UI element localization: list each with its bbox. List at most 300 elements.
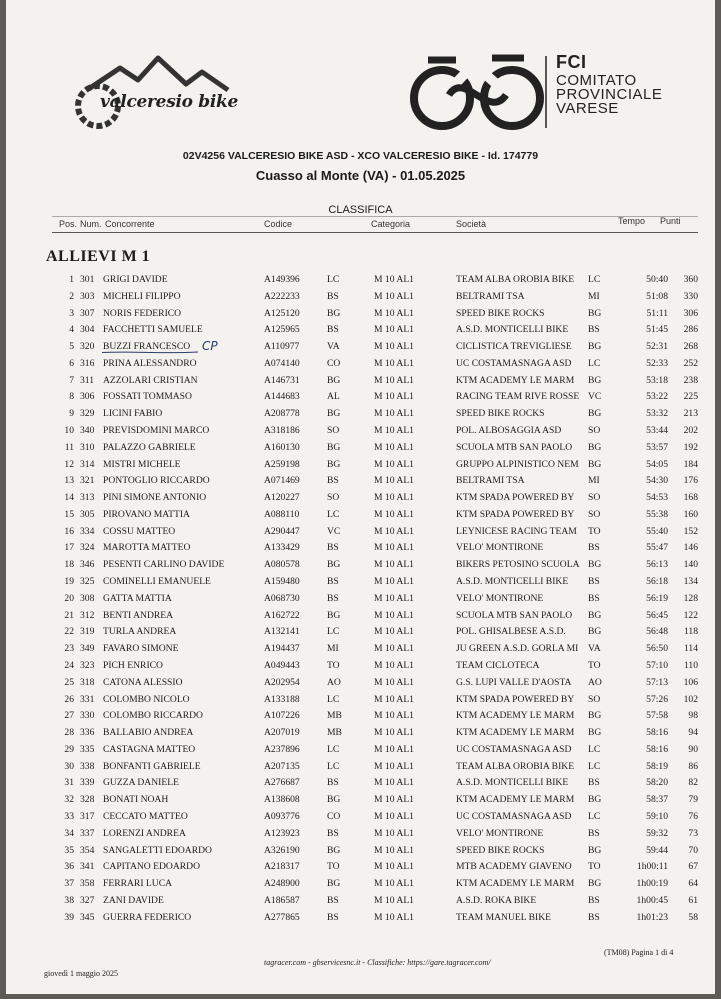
cell-cat: M 10 AL1 bbox=[374, 693, 414, 705]
cell-soc: POL. ALBOSAGGIA ASD bbox=[456, 425, 562, 437]
table-row bbox=[6, 375, 715, 389]
table-row bbox=[6, 828, 715, 842]
cell-num: 337 bbox=[80, 827, 95, 839]
cell-time: 59:44 bbox=[646, 844, 668, 856]
table-row bbox=[6, 593, 715, 607]
col-header-code: Codice bbox=[264, 219, 293, 229]
fci-committee-label bbox=[556, 52, 663, 117]
cell-soc: JU GREEN A.S.D. GORLA MI bbox=[456, 643, 579, 655]
fci-line3: VARESE bbox=[556, 100, 619, 117]
cell-pos: 14 bbox=[64, 492, 74, 504]
header-divider bbox=[52, 232, 698, 233]
cell-num: 354 bbox=[80, 844, 95, 856]
cell-sp: BG bbox=[588, 794, 602, 806]
cell-pos: 31 bbox=[64, 777, 74, 789]
cell-pos: 38 bbox=[64, 894, 74, 906]
cell-name: MAROTTA MATTEO bbox=[103, 542, 191, 554]
cell-time: 57:10 bbox=[646, 659, 668, 671]
cell-soc: KTM ACADEMY LE MARM bbox=[456, 374, 575, 386]
cell-num: 308 bbox=[80, 592, 95, 604]
cell-soc: VELO' MONTIRONE bbox=[456, 827, 544, 839]
event-location-date: Cuasso al Monte (VA) - 01.05.2025 bbox=[255, 168, 466, 183]
cell-pos: 13 bbox=[64, 475, 74, 487]
cell-code: A186587 bbox=[264, 894, 300, 906]
cell-time: 51:45 bbox=[646, 324, 668, 336]
cell-pts: 330 bbox=[683, 290, 698, 302]
cell-cat: M 10 AL1 bbox=[374, 475, 414, 487]
cell-prov: LC bbox=[327, 693, 340, 705]
cell-time: 58:16 bbox=[646, 743, 668, 755]
cell-name: MISTRI MICHELE bbox=[103, 458, 181, 470]
table-row bbox=[6, 660, 715, 674]
table-row bbox=[6, 694, 715, 708]
cell-pts: 360 bbox=[683, 274, 698, 285]
cell-name: FAVARO SIMONE bbox=[103, 643, 179, 655]
cell-sp: BS bbox=[588, 827, 600, 839]
cell-time: 53:57 bbox=[646, 441, 668, 453]
cell-cat: M 10 AL1 bbox=[374, 659, 414, 671]
cell-time: 55:38 bbox=[646, 508, 668, 520]
cell-sp: LC bbox=[588, 743, 601, 755]
cell-pos: 35 bbox=[64, 844, 74, 856]
cell-prov: TO bbox=[327, 659, 340, 671]
cell-soc: KTM ACADEMY LE MARM bbox=[456, 878, 575, 890]
cell-code: A107226 bbox=[264, 710, 300, 722]
cell-code: A207135 bbox=[264, 760, 300, 772]
col-header-name: Concorrente bbox=[105, 219, 155, 229]
cell-num: 335 bbox=[80, 743, 95, 755]
cell-cat: M 10 AL1 bbox=[374, 374, 414, 386]
cell-pos: 15 bbox=[64, 508, 74, 520]
cell-num: 301 bbox=[80, 274, 95, 285]
cell-pos: 2 bbox=[69, 290, 74, 302]
cell-soc: TEAM CICLOTECA bbox=[456, 659, 540, 671]
results-sheet bbox=[6, 0, 715, 994]
cell-num: 349 bbox=[80, 643, 95, 655]
cell-prov: AL bbox=[327, 391, 340, 403]
cell-soc: TEAM ALBA OROBIA BIKE bbox=[456, 274, 575, 285]
cell-cat: M 10 AL1 bbox=[374, 508, 414, 520]
table-row bbox=[6, 677, 715, 691]
cell-soc: SPEED BIKE ROCKS bbox=[456, 844, 545, 856]
cell-sp: TO bbox=[588, 525, 601, 537]
cell-soc: BIKERS PETOSINO SCUOLA bbox=[456, 559, 580, 571]
cell-cat: M 10 AL1 bbox=[374, 458, 414, 470]
cell-pos: 12 bbox=[64, 458, 74, 470]
table-row bbox=[6, 324, 715, 338]
cell-code: A146731 bbox=[264, 374, 300, 386]
valceresio-bike-logo bbox=[68, 50, 258, 140]
cell-soc: SPEED BIKE ROCKS bbox=[456, 307, 545, 319]
cell-num: 327 bbox=[80, 894, 95, 906]
cell-num: 339 bbox=[80, 777, 95, 789]
cell-soc: RACING TEAM RIVE ROSSE bbox=[456, 391, 580, 403]
cell-code: A162722 bbox=[264, 609, 300, 621]
table-row bbox=[6, 459, 715, 473]
cell-pos: 36 bbox=[64, 861, 74, 873]
cell-soc: KTM ACADEMY LE MARM bbox=[456, 727, 575, 739]
cell-prov: BG bbox=[327, 794, 341, 806]
table-row bbox=[6, 442, 715, 456]
cell-pts: 176 bbox=[683, 475, 698, 487]
cell-pts: 192 bbox=[683, 441, 698, 453]
cell-num: 323 bbox=[80, 659, 95, 671]
cell-soc: A.S.D. MONTICELLI BIKE bbox=[456, 777, 569, 789]
cell-num: 341 bbox=[80, 861, 95, 873]
cell-time: 1h00:11 bbox=[636, 861, 668, 873]
footer-links: tagracer.com - gbservicesnc.it - Classifiche: https://gare.tagracer.com/ bbox=[264, 958, 491, 967]
cell-sp: VA bbox=[588, 643, 601, 655]
cell-num: 336 bbox=[80, 727, 95, 739]
cell-prov: BS bbox=[327, 542, 339, 554]
cell-code: A093776 bbox=[264, 810, 300, 822]
cell-time: 57:58 bbox=[646, 710, 668, 722]
fci-org: FCI bbox=[556, 52, 587, 72]
cell-num: 358 bbox=[80, 878, 95, 890]
cell-sp: BG bbox=[588, 307, 602, 319]
table-row bbox=[6, 610, 715, 624]
cell-pos: 18 bbox=[64, 559, 74, 571]
cell-prov: BG bbox=[327, 374, 341, 386]
cell-num: 325 bbox=[80, 576, 95, 588]
cell-prov: MI bbox=[327, 643, 339, 655]
cell-cat: M 10 AL1 bbox=[374, 391, 414, 403]
cell-cat: M 10 AL1 bbox=[374, 676, 414, 688]
cell-pts: 79 bbox=[688, 794, 698, 806]
cell-pts: 160 bbox=[683, 508, 698, 520]
cell-sp: SO bbox=[588, 492, 601, 504]
cell-soc: KTM ACADEMY LE MARM bbox=[456, 710, 575, 722]
cell-num: 307 bbox=[80, 307, 95, 319]
cell-code: A074140 bbox=[264, 357, 300, 369]
fci-line1: COMITATO bbox=[556, 72, 637, 89]
cell-prov: LC bbox=[327, 508, 340, 520]
cell-pts: 64 bbox=[688, 878, 698, 890]
table-row bbox=[6, 308, 715, 322]
cell-prov: TO bbox=[327, 861, 340, 873]
table-row bbox=[6, 643, 715, 657]
cell-cat: M 10 AL1 bbox=[374, 777, 414, 789]
cell-name: CATONA ALESSIO bbox=[103, 676, 183, 688]
classification-title: CLASSIFICA bbox=[328, 204, 393, 216]
cell-cat: M 10 AL1 bbox=[374, 274, 414, 285]
cell-num: 320 bbox=[80, 341, 95, 353]
cell-pts: 225 bbox=[683, 391, 698, 403]
cell-pos: 33 bbox=[64, 810, 74, 822]
cell-sp: BG bbox=[588, 458, 602, 470]
cell-soc: GRUPPO ALPINISTICO NEM bbox=[456, 458, 579, 470]
cell-cat: M 10 AL1 bbox=[374, 492, 414, 504]
cell-sp: TO bbox=[588, 659, 601, 671]
cell-prov: BS bbox=[327, 592, 339, 604]
cell-code: A132141 bbox=[264, 626, 300, 638]
cell-cat: M 10 AL1 bbox=[374, 810, 414, 822]
cell-name: BUZZI FRANCESCO bbox=[103, 341, 191, 353]
table-row bbox=[6, 475, 715, 489]
cell-code: A159480 bbox=[264, 576, 300, 588]
cell-code: A237896 bbox=[264, 743, 300, 755]
cell-soc: BELTRAMI TSA bbox=[456, 290, 525, 302]
cell-prov: BS bbox=[327, 576, 339, 588]
cell-pts: 73 bbox=[688, 827, 698, 839]
cell-soc: A.S.D. ROKA BIKE bbox=[456, 894, 537, 906]
cell-num: 321 bbox=[80, 475, 95, 487]
cell-sp: SO bbox=[588, 425, 601, 437]
cell-sp: SO bbox=[588, 693, 601, 705]
cell-pts: 122 bbox=[683, 609, 698, 621]
cell-time: 54:30 bbox=[646, 475, 668, 487]
cell-sp: TO bbox=[588, 861, 601, 873]
cell-time: 53:22 bbox=[646, 391, 668, 403]
cell-code: A194437 bbox=[264, 643, 300, 655]
cell-cat: M 10 AL1 bbox=[374, 408, 414, 420]
cell-sp: BG bbox=[588, 408, 602, 420]
cell-num: 313 bbox=[80, 492, 95, 504]
cell-prov: BG bbox=[327, 844, 341, 856]
cell-pts: 118 bbox=[683, 626, 698, 638]
cell-time: 59:32 bbox=[646, 827, 668, 839]
cell-cat: M 10 AL1 bbox=[374, 911, 414, 923]
cell-cat: M 10 AL1 bbox=[374, 357, 414, 369]
cell-name: CECCATO MATTEO bbox=[103, 810, 188, 822]
logo-left-text: valceresio bike bbox=[100, 92, 239, 112]
table-row bbox=[6, 727, 715, 741]
cell-pos: 17 bbox=[64, 542, 74, 554]
cell-num: 318 bbox=[80, 676, 95, 688]
cell-code: A160130 bbox=[264, 441, 300, 453]
cell-cat: M 10 AL1 bbox=[374, 861, 414, 873]
cell-cat: M 10 AL1 bbox=[374, 324, 414, 336]
table-row bbox=[6, 744, 715, 758]
cell-name: COMINELLI EMANUELE bbox=[103, 576, 211, 588]
cell-sp: LC bbox=[588, 274, 601, 285]
cell-name: PALAZZO GABRIELE bbox=[103, 441, 196, 453]
cell-num: 305 bbox=[80, 508, 95, 520]
cell-name: LICINI FABIO bbox=[103, 408, 163, 420]
cell-time: 53:44 bbox=[646, 425, 668, 437]
category-heading: ALLIEVI M 1 bbox=[46, 248, 151, 265]
handwritten-annotation: CP bbox=[202, 339, 218, 353]
cell-name: PESENTI CARLINO DAVIDE bbox=[103, 559, 225, 571]
cell-time: 51:11 bbox=[646, 307, 668, 319]
table-row bbox=[6, 710, 715, 724]
cell-pts: 70 bbox=[688, 844, 698, 856]
cell-pts: 76 bbox=[688, 810, 698, 822]
cell-cat: M 10 AL1 bbox=[374, 878, 414, 890]
cell-name: COLOMBO NICOLO bbox=[103, 693, 190, 705]
cell-cat: M 10 AL1 bbox=[374, 542, 414, 554]
cell-sp: BG bbox=[588, 844, 602, 856]
cell-soc: SCUOLA MTB SAN PAOLO bbox=[456, 441, 573, 453]
cell-pos: 39 bbox=[64, 911, 74, 923]
cell-cat: M 10 AL1 bbox=[374, 576, 414, 588]
cell-sp: AO bbox=[588, 676, 602, 688]
cell-pos: 5 bbox=[69, 341, 74, 353]
cell-time: 58:19 bbox=[646, 760, 668, 772]
cell-soc: TEAM ALBA OROBIA BIKE bbox=[456, 760, 575, 772]
cell-name: PRINA ALESSANDRO bbox=[103, 357, 197, 369]
footer-page: (TM08) Pagina 1 di 4 bbox=[604, 948, 674, 957]
cell-cat: M 10 AL1 bbox=[374, 441, 414, 453]
cell-name: LORENZI ANDREA bbox=[103, 827, 186, 839]
cell-name: AZZOLARI CRISTIAN bbox=[103, 374, 198, 386]
footer-date: giovedì 1 maggio 2025 bbox=[44, 969, 118, 978]
cell-time: 53:32 bbox=[646, 408, 668, 420]
cell-time: 54:05 bbox=[646, 458, 668, 470]
cell-num: 346 bbox=[80, 559, 95, 571]
cell-pts: 58 bbox=[688, 911, 698, 923]
cell-prov: BG bbox=[327, 458, 341, 470]
cell-time: 1h00:19 bbox=[636, 878, 668, 890]
cell-prov: LC bbox=[327, 626, 340, 638]
table-row bbox=[6, 291, 715, 305]
cell-sp: BG bbox=[588, 626, 602, 638]
event-id-line: 02V4256 VALCERESIO BIKE ASD - XCO VALCERESIO BIKE - Id. 174779 bbox=[182, 150, 539, 162]
table-row bbox=[6, 408, 715, 422]
cell-soc: A.S.D. MONTICELLI BIKE bbox=[456, 324, 569, 336]
cell-prov: CO bbox=[327, 810, 341, 822]
cell-name: MICHELI FILIPPO bbox=[103, 290, 181, 302]
cell-sp: BS bbox=[588, 777, 600, 789]
cell-pts: 184 bbox=[683, 458, 698, 470]
cell-cat: M 10 AL1 bbox=[374, 727, 414, 739]
cell-pts: 90 bbox=[688, 743, 698, 755]
table-row bbox=[6, 576, 715, 590]
cell-pos: 6 bbox=[69, 357, 74, 369]
cell-prov: VA bbox=[327, 341, 340, 353]
cell-prov: BG bbox=[327, 878, 341, 890]
cell-sp: BS bbox=[588, 592, 600, 604]
table-row bbox=[6, 358, 715, 372]
cell-prov: BS bbox=[327, 894, 339, 906]
cell-prov: SO bbox=[327, 492, 340, 504]
cell-code: A277865 bbox=[264, 911, 300, 923]
cell-time: 56:48 bbox=[646, 626, 668, 638]
col-header-num: Num. bbox=[80, 219, 102, 229]
cell-sp: LC bbox=[588, 760, 601, 772]
cell-pos: 27 bbox=[64, 710, 74, 722]
cell-pos: 11 bbox=[64, 441, 74, 453]
cell-soc: VELO' MONTIRONE bbox=[456, 592, 544, 604]
cell-time: 57:26 bbox=[646, 693, 668, 705]
table-row bbox=[6, 861, 715, 875]
cell-code: A080578 bbox=[264, 559, 300, 571]
table-row bbox=[6, 761, 715, 775]
cell-pos: 32 bbox=[64, 794, 74, 806]
cell-num: 306 bbox=[80, 391, 95, 403]
cell-pos: 22 bbox=[64, 626, 74, 638]
cell-sp: BS bbox=[588, 911, 600, 923]
cell-pts: 110 bbox=[683, 659, 698, 671]
table-row bbox=[6, 509, 715, 523]
cell-pts: 202 bbox=[683, 425, 698, 437]
cell-prov: BS bbox=[327, 777, 339, 789]
cell-pts: 268 bbox=[683, 341, 698, 353]
cell-sp: BG bbox=[588, 441, 602, 453]
cell-time: 54:53 bbox=[646, 492, 668, 504]
cell-pts: 213 bbox=[683, 408, 698, 420]
col-header-pos: Pos. bbox=[59, 219, 78, 229]
cell-sp: BG bbox=[588, 559, 602, 571]
cell-time: 52:33 bbox=[646, 357, 668, 369]
cell-soc: A.S.D. MONTICELLI BIKE bbox=[456, 576, 569, 588]
cell-code: A123923 bbox=[264, 827, 300, 839]
cell-code: A276687 bbox=[264, 777, 300, 789]
cell-name: CASTAGNA MATTEO bbox=[103, 743, 196, 755]
cell-sp: LC bbox=[588, 810, 601, 822]
cell-num: 331 bbox=[80, 693, 95, 705]
cell-soc: CICLISTICA TREVIGLIESE bbox=[456, 341, 572, 353]
cell-prov: MB bbox=[327, 710, 342, 722]
cell-prov: AO bbox=[327, 676, 341, 688]
cell-code: A049443 bbox=[264, 659, 300, 671]
cell-pos: 16 bbox=[64, 525, 74, 537]
cell-prov: BS bbox=[327, 911, 339, 923]
cell-time: 58:20 bbox=[646, 777, 668, 789]
cell-num: 304 bbox=[80, 324, 95, 336]
cell-name: PREVISDOMINI MARCO bbox=[103, 425, 210, 437]
cell-name: BONFANTI GABRIELE bbox=[103, 760, 201, 772]
cell-num: 328 bbox=[80, 794, 95, 806]
cell-name: SANGALETTI EDOARDO bbox=[103, 844, 212, 856]
cell-num: 303 bbox=[80, 290, 95, 302]
cell-name: GUERRA FEDERICO bbox=[103, 911, 192, 923]
cell-pts: 61 bbox=[688, 894, 698, 906]
cell-name: PINI SIMONE ANTONIO bbox=[103, 492, 207, 504]
cell-code: A133188 bbox=[264, 693, 300, 705]
cell-code: A202954 bbox=[264, 676, 300, 688]
cell-pts: 114 bbox=[683, 643, 698, 655]
table-row bbox=[6, 391, 715, 405]
cell-name: COSSU MATTEO bbox=[103, 525, 176, 537]
table-row bbox=[6, 274, 715, 288]
table-row bbox=[6, 878, 715, 892]
cell-prov: BG bbox=[327, 408, 341, 420]
cell-cat: M 10 AL1 bbox=[374, 425, 414, 437]
cell-cat: M 10 AL1 bbox=[374, 894, 414, 906]
cell-cat: M 10 AL1 bbox=[374, 743, 414, 755]
cell-cat: M 10 AL1 bbox=[374, 794, 414, 806]
cell-code: A290447 bbox=[264, 525, 300, 537]
cell-prov: BG bbox=[327, 559, 341, 571]
cell-time: 51:08 bbox=[646, 290, 668, 302]
cell-prov: BG bbox=[327, 609, 341, 621]
cell-name: FOSSATI TOMMASO bbox=[103, 391, 192, 403]
cell-soc: KTM ACADEMY LE MARM bbox=[456, 794, 575, 806]
table-row bbox=[6, 794, 715, 808]
cell-num: 319 bbox=[80, 626, 95, 638]
cell-cat: M 10 AL1 bbox=[374, 760, 414, 772]
cell-cat: M 10 AL1 bbox=[374, 710, 414, 722]
cell-time: 58:16 bbox=[646, 727, 668, 739]
cell-pos: 9 bbox=[69, 408, 74, 420]
cell-time: 56:50 bbox=[646, 643, 668, 655]
cell-sp: BS bbox=[588, 324, 600, 336]
cell-num: 329 bbox=[80, 408, 95, 420]
cell-time: 57:13 bbox=[646, 676, 668, 688]
cell-soc: TEAM MANUEL BIKE bbox=[456, 911, 552, 923]
cell-time: 53:18 bbox=[646, 374, 668, 386]
cell-time: 56:18 bbox=[646, 576, 668, 588]
cell-prov: SO bbox=[327, 425, 340, 437]
cell-prov: BS bbox=[327, 827, 339, 839]
cell-sp: BG bbox=[588, 710, 602, 722]
cell-num: 316 bbox=[80, 357, 95, 369]
cell-code: A149396 bbox=[264, 274, 300, 285]
header-divider-top bbox=[52, 216, 698, 217]
cell-name: BONATI NOAH bbox=[103, 794, 169, 806]
cell-num: 312 bbox=[80, 609, 95, 621]
